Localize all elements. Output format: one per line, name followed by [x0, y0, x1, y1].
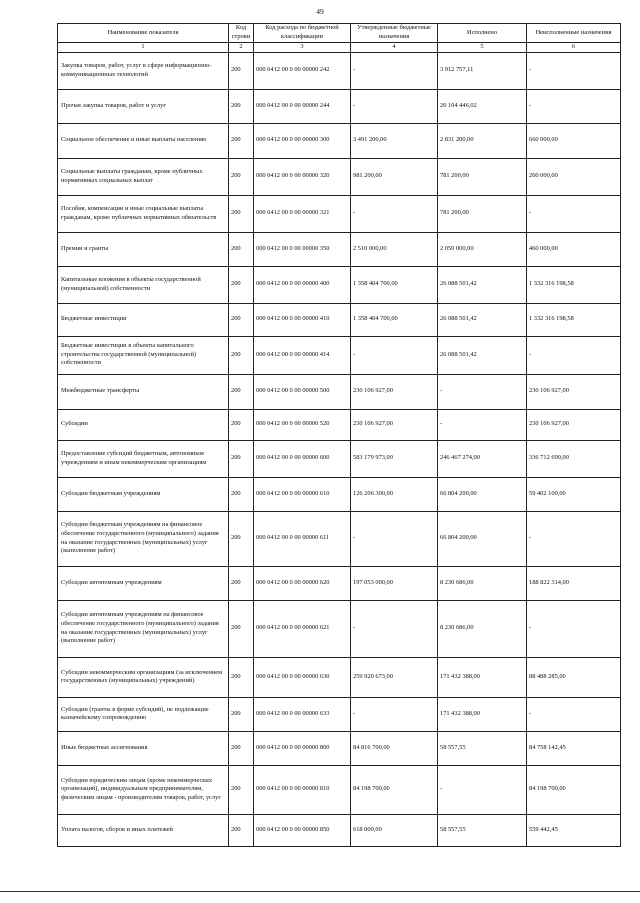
row-code: 200 [229, 765, 254, 814]
row-kbk: 000 0412 00 0 00 00000 630 [254, 657, 351, 697]
row-executed: 66 804 200,00 [438, 477, 527, 511]
row-name: Закупка товаров, работ, услуг в сфере информационно-коммуникационных технологий [58, 52, 229, 89]
table-row [58, 477, 621, 511]
row-approved: 1 358 404 700,00 [351, 303, 438, 336]
row-executed: 2 050 000,00 [438, 232, 527, 266]
column-number: 1 [58, 43, 229, 53]
row-name: Субсидии бюджетным учреждениям на финансовое обеспечение государственного (муниципального) задания на оказание государственных (муниципальных) услуг (выполнение работ) [58, 511, 229, 566]
row-kbk: 000 0412 00 0 00 00000 400 [254, 266, 351, 303]
row-code: 200 [229, 158, 254, 195]
table-row [58, 123, 621, 158]
row-approved: 84 816 700,00 [351, 731, 438, 765]
row-kbk: 000 0412 00 0 00 00000 410 [254, 303, 351, 336]
column-number-row [58, 43, 621, 53]
row-name: Субсидии бюджетным учреждениям [58, 477, 229, 511]
row-unexecuted: 1 332 316 198,58 [527, 303, 621, 336]
row-code: 200 [229, 477, 254, 511]
header-executed: Исполнено [438, 24, 527, 43]
row-approved: 230 106 927,00 [351, 374, 438, 409]
row-name: Субсидии некоммерческим организациям (за исключением государственных (муниципальных) учреждений) [58, 657, 229, 697]
row-approved: 84 198 700,00 [351, 765, 438, 814]
row-kbk: 000 0412 00 0 00 00000 500 [254, 374, 351, 409]
row-executed: 246 467 274,00 [438, 440, 527, 477]
row-executed: 58 557,55 [438, 814, 527, 846]
page-bottom-divider [0, 891, 640, 892]
table-row [58, 409, 621, 440]
row-executed: 781 200,00 [438, 158, 527, 195]
row-approved: 3 491 200,00 [351, 123, 438, 158]
row-name: Субсидии автономным учреждениям на финансовое обеспечение государственного (муниципального) задания на оказание государственных (муниципальных) услуг (выполнение работ) [58, 600, 229, 657]
row-code: 200 [229, 52, 254, 89]
row-approved: - [351, 336, 438, 374]
table-row [58, 600, 621, 657]
column-number: 3 [254, 43, 351, 53]
table-row [58, 52, 621, 89]
row-approved: - [351, 511, 438, 566]
row-approved: - [351, 697, 438, 731]
row-unexecuted: - [527, 52, 621, 89]
row-approved: 126 206 300,00 [351, 477, 438, 511]
row-approved: 583 179 973,00 [351, 440, 438, 477]
column-number: 2 [229, 43, 254, 53]
row-executed: 26 088 501,42 [438, 336, 527, 374]
row-unexecuted: - [527, 600, 621, 657]
row-kbk: 000 0412 00 0 00 00000 611 [254, 511, 351, 566]
row-approved: 618 000,00 [351, 814, 438, 846]
row-kbk: 000 0412 00 0 00 00000 850 [254, 814, 351, 846]
row-kbk: 000 0412 00 0 00 00000 810 [254, 765, 351, 814]
row-approved: 230 106 927,00 [351, 409, 438, 440]
table-row [58, 158, 621, 195]
row-kbk: 000 0412 00 0 00 00000 621 [254, 600, 351, 657]
row-name: Социальные выплаты гражданам, кроме публичных нормативных социальных выплат [58, 158, 229, 195]
row-executed: 26 088 501,42 [438, 266, 527, 303]
header-unexecuted: Неисполненные назначения [527, 24, 621, 43]
table-row [58, 697, 621, 731]
row-unexecuted: 230 106 927,00 [527, 409, 621, 440]
row-code: 200 [229, 303, 254, 336]
row-kbk: 000 0412 00 0 00 00000 320 [254, 158, 351, 195]
row-name: Предоставление субсидий бюджетным, автономным учреждениям и иным некоммерческим организациям [58, 440, 229, 477]
row-approved: 259 920 673,00 [351, 657, 438, 697]
row-executed: 171 432 388,00 [438, 657, 527, 697]
row-executed: 8 230 686,00 [438, 600, 527, 657]
row-kbk: 000 0412 00 0 00 00000 520 [254, 409, 351, 440]
row-unexecuted: 460 000,00 [527, 232, 621, 266]
row-unexecuted: 88 488 285,00 [527, 657, 621, 697]
row-executed: 66 804 200,00 [438, 511, 527, 566]
row-executed: 171 432 388,00 [438, 697, 527, 731]
row-name: Пособия, компенсации и иные социальные выплаты гражданам, кроме публичных нормативных обязательств [58, 195, 229, 232]
row-executed: - [438, 374, 527, 409]
row-code: 200 [229, 266, 254, 303]
row-unexecuted: 1 332 316 198,58 [527, 266, 621, 303]
row-name: Социальное обеспечение и иные выплаты населению [58, 123, 229, 158]
row-unexecuted: 230 106 927,00 [527, 374, 621, 409]
table-row [58, 89, 621, 123]
row-unexecuted: 84 758 142,45 [527, 731, 621, 765]
table-row [58, 511, 621, 566]
row-unexecuted: 559 442,45 [527, 814, 621, 846]
row-name: Уплата налогов, сборов и иных платежей [58, 814, 229, 846]
row-kbk: 000 0412 00 0 00 00000 800 [254, 731, 351, 765]
row-executed: 3 912 757,11 [438, 52, 527, 89]
table-row [58, 814, 621, 846]
row-name: Бюджетные инвестиции [58, 303, 229, 336]
row-unexecuted: - [527, 511, 621, 566]
row-executed: 20 104 446,02 [438, 89, 527, 123]
page-number: 49 [316, 7, 324, 16]
table-row [58, 232, 621, 266]
table-row [58, 374, 621, 409]
column-number: 5 [438, 43, 527, 53]
row-approved: - [351, 89, 438, 123]
row-kbk: 000 0412 00 0 00 00000 244 [254, 89, 351, 123]
row-unexecuted: - [527, 89, 621, 123]
table-row [58, 266, 621, 303]
row-executed: 2 831 200,00 [438, 123, 527, 158]
row-name: Субсидии автономным учреждениям [58, 566, 229, 600]
row-kbk: 000 0412 00 0 00 00000 610 [254, 477, 351, 511]
row-unexecuted: 84 198 700,00 [527, 765, 621, 814]
row-approved: 1 358 404 700,00 [351, 266, 438, 303]
row-kbk: 000 0412 00 0 00 00000 242 [254, 52, 351, 89]
row-code: 200 [229, 657, 254, 697]
row-executed: 26 088 501,42 [438, 303, 527, 336]
row-name: Субсидии юридическим лицам (кроме некоммерческих организаций), индивидуальным предпринимателям, физическим лицам - производителям товаров, работ, услуг [58, 765, 229, 814]
row-code: 200 [229, 566, 254, 600]
row-kbk: 000 0412 00 0 00 00000 600 [254, 440, 351, 477]
column-number: 4 [351, 43, 438, 53]
table-row [58, 195, 621, 232]
row-code: 200 [229, 440, 254, 477]
header-name: Наименование показателя [58, 24, 229, 43]
row-code: 200 [229, 336, 254, 374]
row-name: Прочая закупка товаров, работ и услуг [58, 89, 229, 123]
row-kbk: 000 0412 00 0 00 00000 633 [254, 697, 351, 731]
row-name: Капитальные вложения в объекты государственной (муниципальной) собственности [58, 266, 229, 303]
table-row [58, 657, 621, 697]
table-row [58, 566, 621, 600]
row-executed: 8 230 686,00 [438, 566, 527, 600]
row-name: Субсидии (гранты в форме субсидий), не подлежащие казначейскому сопровождению [58, 697, 229, 731]
table-row [58, 303, 621, 336]
budget-execution-table [57, 23, 621, 847]
row-approved: 2 510 000,00 [351, 232, 438, 266]
row-executed: 58 557,55 [438, 731, 527, 765]
row-name: Межбюджетные трансферты [58, 374, 229, 409]
row-name: Иные бюджетные ассигнования [58, 731, 229, 765]
row-code: 200 [229, 123, 254, 158]
header-code: Код строки [229, 24, 254, 43]
row-name: Субсидии [58, 409, 229, 440]
row-unexecuted: 188 822 314,00 [527, 566, 621, 600]
row-approved: - [351, 52, 438, 89]
row-unexecuted: - [527, 195, 621, 232]
row-approved: 197 053 000,00 [351, 566, 438, 600]
row-name: Бюджетные инвестиции в объекты капитального строительства государственной (муниципальной) собственности [58, 336, 229, 374]
row-code: 200 [229, 374, 254, 409]
row-code: 200 [229, 814, 254, 846]
header-kbk: Код расхода по бюджетной классификации [254, 24, 351, 43]
column-number: 6 [527, 43, 621, 53]
row-name: Премии и гранты [58, 232, 229, 266]
row-unexecuted: 59 402 100,00 [527, 477, 621, 511]
row-code: 200 [229, 600, 254, 657]
row-unexecuted: - [527, 336, 621, 374]
row-executed: - [438, 409, 527, 440]
row-code: 200 [229, 195, 254, 232]
row-unexecuted: 336 712 699,00 [527, 440, 621, 477]
row-code: 200 [229, 697, 254, 731]
row-code: 200 [229, 731, 254, 765]
row-code: 200 [229, 409, 254, 440]
row-code: 200 [229, 89, 254, 123]
row-code: 200 [229, 511, 254, 566]
row-approved: 981 200,00 [351, 158, 438, 195]
row-executed: 781 200,00 [438, 195, 527, 232]
row-kbk: 000 0412 00 0 00 00000 414 [254, 336, 351, 374]
row-unexecuted: 660 000,00 [527, 123, 621, 158]
row-kbk: 000 0412 00 0 00 00000 620 [254, 566, 351, 600]
table-row [58, 336, 621, 374]
row-kbk: 000 0412 00 0 00 00000 300 [254, 123, 351, 158]
row-kbk: 000 0412 00 0 00 00000 350 [254, 232, 351, 266]
row-unexecuted: 200 000,00 [527, 158, 621, 195]
row-approved: - [351, 195, 438, 232]
header-approved: Утвержденные бюджетные назначения [351, 24, 438, 43]
header-row [58, 24, 621, 43]
table-row [58, 440, 621, 477]
row-code: 200 [229, 232, 254, 266]
row-approved: - [351, 600, 438, 657]
row-executed: - [438, 765, 527, 814]
table-row [58, 765, 621, 814]
row-unexecuted: - [527, 697, 621, 731]
table-row [58, 731, 621, 765]
row-kbk: 000 0412 00 0 00 00000 321 [254, 195, 351, 232]
